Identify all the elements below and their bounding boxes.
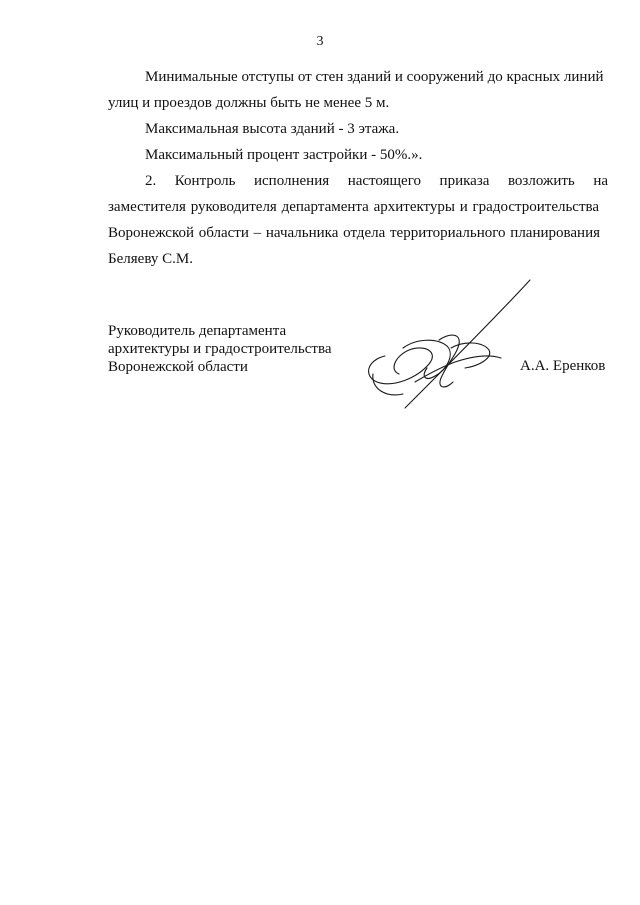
item-2-word: приказа [439, 173, 490, 189]
page-number: 3 [316, 34, 324, 49]
item-2-line-4: Беляеву С.М. [108, 251, 193, 267]
item-2-word: Контроль [174, 173, 236, 189]
signatory-position-line-2: архитектуры и градостроительства [108, 341, 332, 357]
item-2-word: исполнения [254, 173, 330, 189]
signatory-name: А.А. Еренков [520, 358, 606, 374]
item-2-number: 2. [145, 173, 157, 189]
paragraph-min-setbacks-line-1: Минимальные отступы от стен зданий и сооружений до красных линий [145, 69, 604, 85]
signatory-position [108, 322, 331, 376]
item-2-word: на [593, 173, 608, 189]
item-2-word: настоящего [347, 173, 421, 189]
paragraph-max-height: Максимальная высота зданий - 3 этажа. [145, 121, 400, 137]
signatory-position-line-1: Руководитель департамента [108, 323, 287, 339]
paragraph-min-setbacks-line-2: улиц и проездов должны быть не менее 5 м. [108, 95, 390, 111]
handwritten-signature [355, 278, 545, 413]
item-2-line-2: заместителя руководителя департамента архитектуры и градостроительства [108, 199, 600, 215]
item-2-line-3: Воронежской области – начальника отдела территориального планирования [108, 225, 601, 241]
item-2-line-1 [145, 172, 608, 190]
paragraph-max-coverage: Максимальный процент застройки - 50%.». [145, 147, 423, 163]
item-2-word: возложить [507, 173, 575, 189]
signatory-position-line-3: Воронежской области [108, 359, 248, 375]
